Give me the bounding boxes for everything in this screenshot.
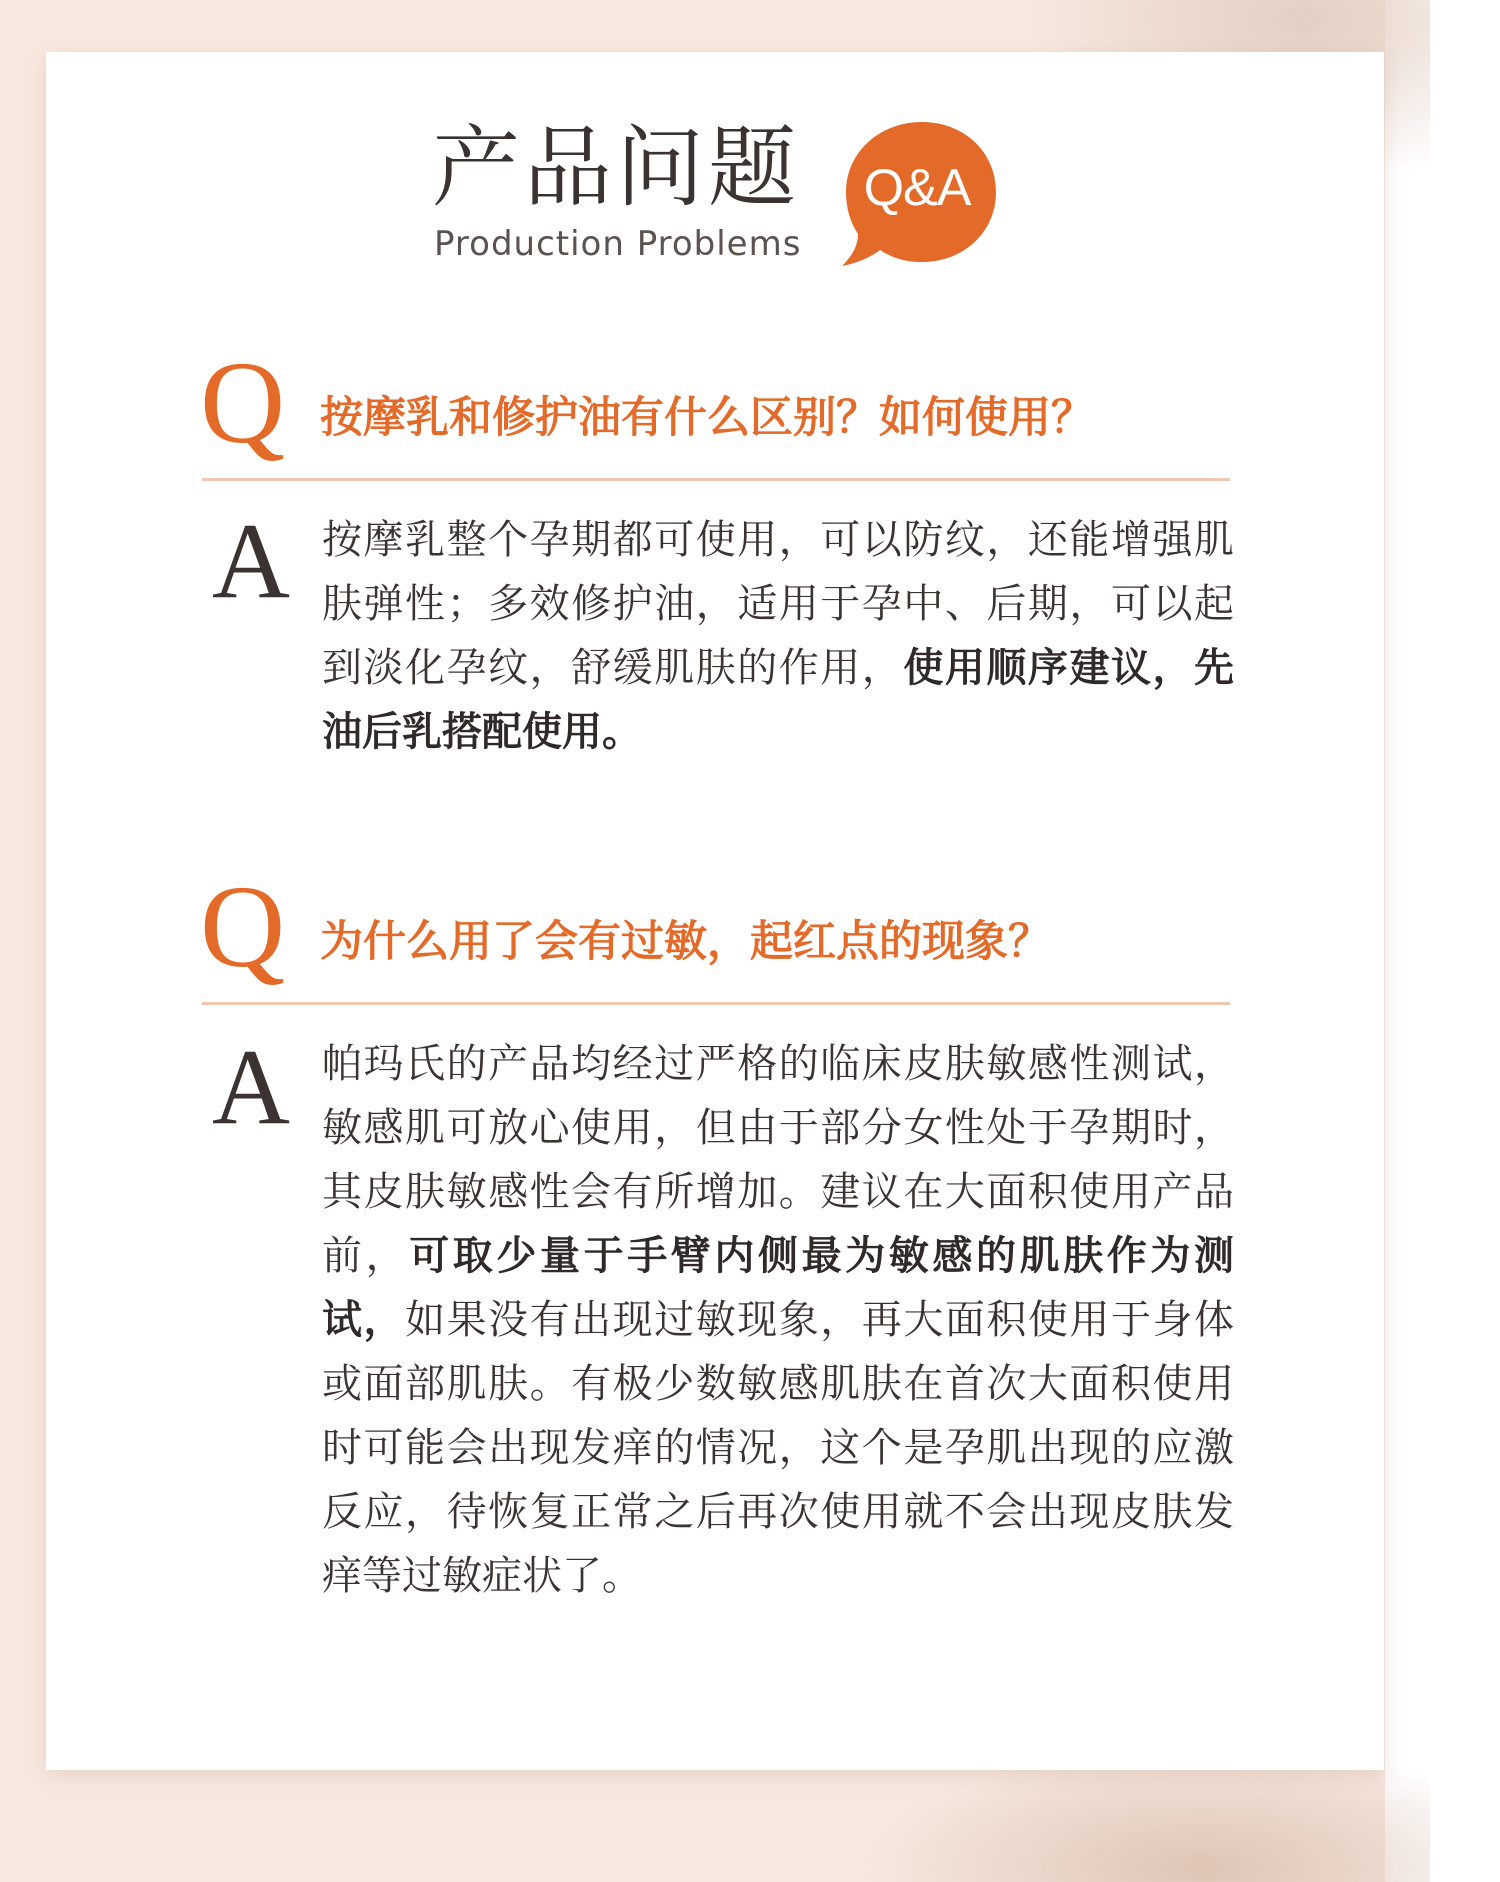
answer-2-highlight: 可取少量于手臂内侧最为敏感的肌肤作为测试， xyxy=(322,1233,1235,1343)
question-1-marker: Q xyxy=(200,337,286,468)
qa-badge-label: Q&A xyxy=(863,159,971,217)
answer-2-marker: A xyxy=(212,1028,290,1147)
page-right-margin xyxy=(1385,0,1500,1882)
answer-1-text xyxy=(322,508,1234,764)
question-1-text: 按摩乳和修护油有什么区别？如何使用？ xyxy=(320,393,1094,443)
question-2-text: 为什么用了会有过敏，起红点的现象？ xyxy=(320,917,1051,967)
answer-2-text xyxy=(322,1032,1234,1608)
answer-1-highlight: 使用顺序建议，先油后乳搭配使用。 xyxy=(322,645,1235,755)
answer-1-marker: A xyxy=(212,502,290,621)
answer-1-part-1: 按摩乳整个孕期都可使用，可以防纹，还能增强肌肤弹性；多效修护油，适用于孕中、后期，可以起到淡化孕纹，舒缓肌肤的作用， xyxy=(322,517,1234,691)
question-1-divider xyxy=(202,478,1230,481)
question-2-divider xyxy=(202,1002,1230,1005)
page-title: 产品问题 xyxy=(432,116,801,219)
page-subtitle: Production Problems xyxy=(434,224,802,264)
answer-2-part-2: 如果没有出现过敏现象，再大面积使用于身体或面部肌肤。有极少数敏感肌肤在首次大面积使用时可能会出现发痒的情况，这个是孕肌出现的应激反应，待恢复正常之后再次使用就不会出现皮肤发痒等过敏症状了。 xyxy=(322,1297,1235,1599)
answer-2-part-1: 帕玛氏的产品均经过严格的临床皮肤敏感性测试，敏感肌可放心使用，但由于部分女性处于孕期时，其皮肤敏感性会有所增加。建议在大面积使用产品前， xyxy=(322,1041,1234,1279)
question-2-marker: Q xyxy=(200,861,286,992)
